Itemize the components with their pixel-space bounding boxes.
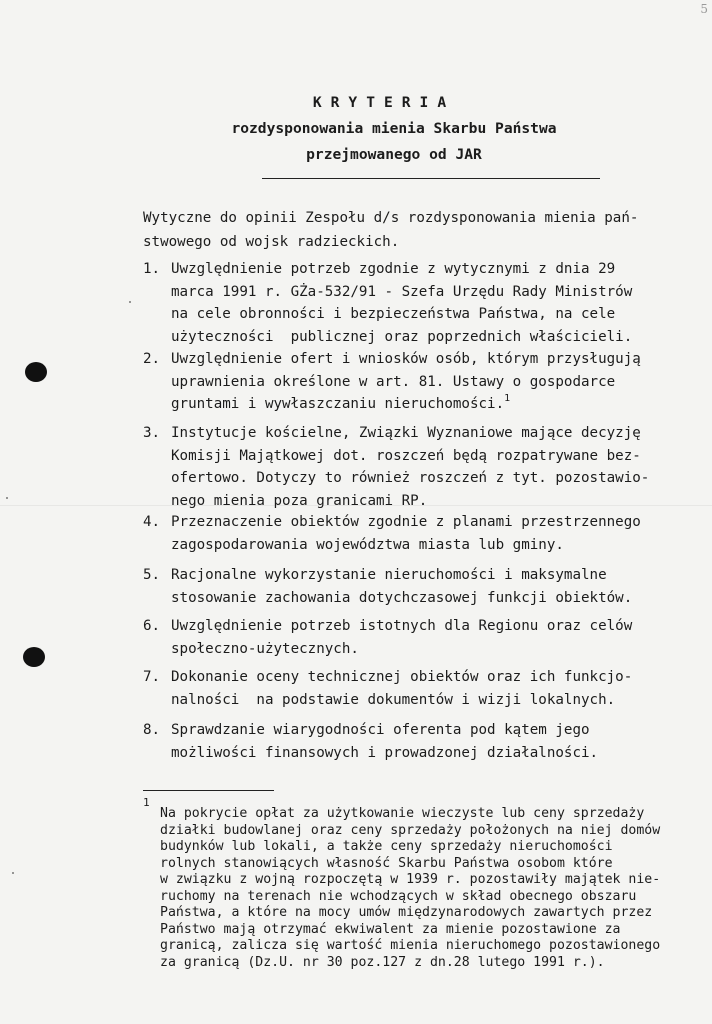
footnote-rule xyxy=(143,790,274,791)
document-title: KRYTERIA xyxy=(312,94,456,111)
item-number: 8. xyxy=(143,722,161,738)
item-text xyxy=(171,666,632,711)
item-line: Dokonanie oceny technicznej obiektów oraz ich funkcjo- xyxy=(171,669,633,685)
item-line: Komisji Majątkowej dot. roszczeń będą rozpatrywane bez- xyxy=(171,447,641,464)
document-subtitle-line-1: rozdysponowania mienia Skarbu Państwa xyxy=(231,120,557,137)
item-text xyxy=(171,258,632,348)
item-line: Instytucje kościelne, Związki Wyznaniowe mające decyzję xyxy=(171,425,641,441)
item-line: Racjonalne wykorzystanie nieruchomości i maksymalne xyxy=(171,567,607,583)
paper-speck xyxy=(129,301,131,303)
punch-hole-bottom xyxy=(23,647,45,667)
footnote-reference: 1 xyxy=(504,393,511,404)
paper-speck xyxy=(6,497,8,499)
item-line: Uwzględnienie potrzeb istotnych dla Regionu oraz celów xyxy=(171,618,633,634)
footnote-line: ruchomy na terenach nie wchodzących w skład obecnego obszaru xyxy=(160,888,637,904)
item-line: możliwości finansowych i prowadzonej działalności. xyxy=(171,744,599,761)
document-subtitle-line-2: przejmowanego od JAR xyxy=(306,146,482,163)
item-number: 6. xyxy=(143,618,161,634)
footnote-line: działki budowlanej oraz ceny sprzedaży położonych na niej domów xyxy=(160,822,661,838)
intro-paragraph xyxy=(143,206,663,254)
item-line: Sprawdzanie wiarygodności oferenta pod kątem jego xyxy=(171,722,590,738)
item-number: 1. xyxy=(143,261,161,277)
item-line: marca 1991 r. GŻa-532/91 - Szefa Urzędu Rady Ministrów xyxy=(171,283,633,300)
item-text xyxy=(171,615,632,660)
item-line: nego mienia poza granicami RP. xyxy=(171,492,428,509)
item-text xyxy=(171,348,641,418)
item-number: 2. xyxy=(143,351,161,367)
footnote-line: Na pokrycie opłat za użytkowanie wieczyste lub ceny sprzedaży xyxy=(160,806,645,821)
item-number: 7. xyxy=(143,669,161,685)
item-line: zagospodarowania województwa miasta lub gminy. xyxy=(171,536,564,553)
item-line: ofertowo. Dotyczy to również roszczeń z tyt. pozostawio- xyxy=(171,470,650,486)
paper-speck xyxy=(12,872,14,874)
item-text xyxy=(171,719,598,764)
item-line: Uwzględnienie ofert i wniosków osób, którym przysługują xyxy=(171,351,641,367)
footnote-line: w związku z wojną rozpoczętą w 1939 r. pozostawiły majątek nie- xyxy=(160,872,661,887)
footnote-line: Państwo mają otrzymać ekwiwalent za mienie pozostawione za xyxy=(160,921,621,937)
footnote-line: budynków lub lokali, a także ceny sprzedaży nieruchomości xyxy=(160,839,613,854)
intro-line: Wytyczne do opinii Zespołu d/s rozdysponowania mienia pań- xyxy=(143,210,639,226)
footnote-line: za granicą (Dz.U. nr 30 poz.127 z dn.28 lutego 1991 r.). xyxy=(160,954,605,970)
punch-hole-top xyxy=(25,362,47,382)
item-line: nalności na podstawie dokumentów i wizji lokalnych. xyxy=(171,691,616,708)
footnote-line: granicą, zalicza się wartość mienia nieruchomego pozostawionego xyxy=(160,938,661,953)
intro-line: stwowego od wojsk radzieckich. xyxy=(143,234,400,250)
item-number: 3. xyxy=(143,425,161,441)
item-number: 4. xyxy=(143,514,161,530)
item-line: gruntami i wywłaszczaniu nieruchomości. xyxy=(171,396,505,412)
page-number-mark: 5 xyxy=(700,2,708,16)
item-line: użyteczności publicznej oraz poprzednich właścicieli. xyxy=(171,328,633,345)
item-line: społeczno-użytecznych. xyxy=(171,640,359,657)
item-line: Przeznaczenie obiektów zgodnie z planami przestrzennego xyxy=(171,514,641,530)
item-number: 5. xyxy=(143,567,161,583)
item-line: na cele obronności i bezpieczeństwa Państwa, na cele xyxy=(171,306,616,322)
footnote-line: Państwa, a które na mocy umów międzynarodowych zawartych przez xyxy=(160,905,653,920)
item-text xyxy=(171,422,649,512)
item-text xyxy=(171,564,632,609)
item-line: uprawnienia określone w art. 81. Ustawy o gospodarce xyxy=(171,373,616,390)
item-text xyxy=(171,511,641,556)
item-line: Uwzględnienie potrzeb zgodnie z wytycznymi z dnia 29 xyxy=(171,261,616,277)
footnote-mark: 1 xyxy=(143,796,150,809)
footnote-text xyxy=(160,806,712,971)
title-rule xyxy=(262,178,600,179)
item-line: stosowanie zachowania dotychczasowej funkcji obiektów. xyxy=(171,589,633,606)
footnote-line: rolnych stanowiących własność Skarbu Państwa osobom które xyxy=(160,855,613,871)
